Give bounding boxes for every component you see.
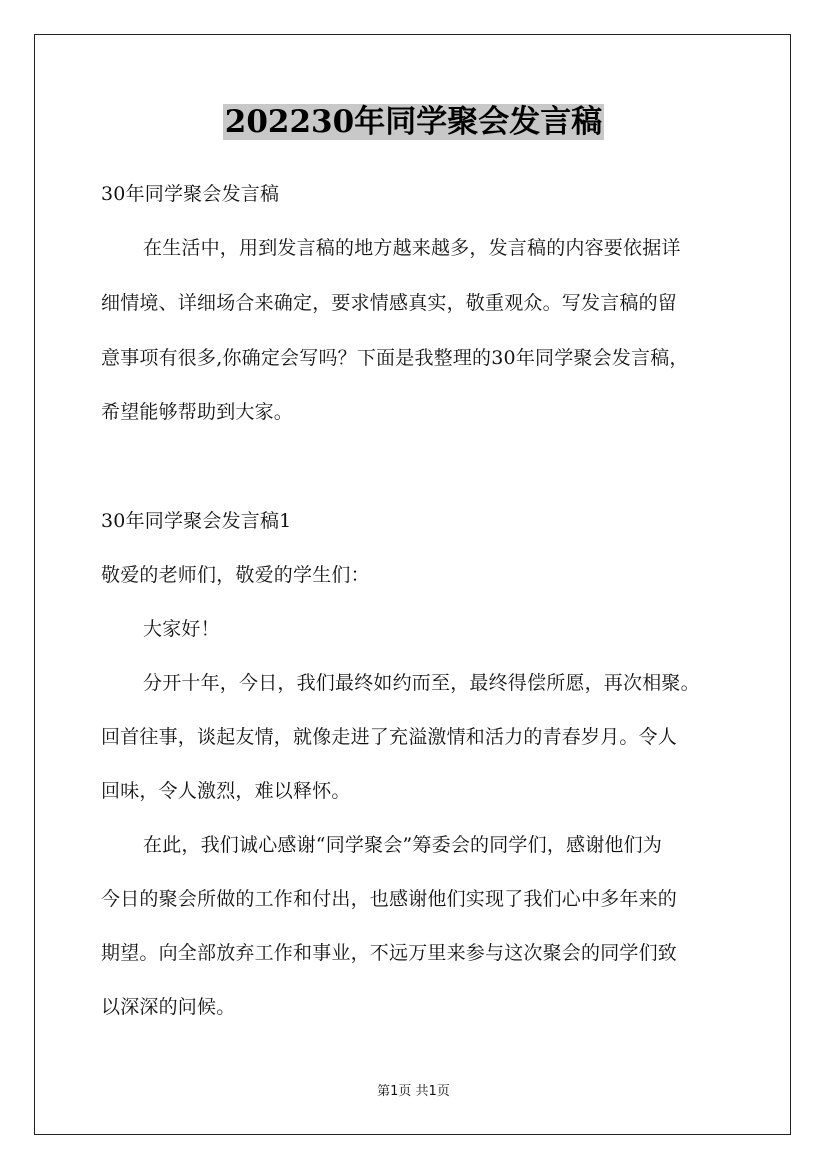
salutation: 敬爱的老师们，敬爱的学生们： [101, 564, 370, 586]
document-title [0, 100, 827, 144]
document-subtitle: 30年同学聚会发言稿 [101, 183, 280, 205]
document-title-text: 202230年同学聚会发言稿 [224, 104, 603, 140]
intro-line-3: 意事项有很多,你确定会写吗？下面是我整理的30年同学聚会发言稿， [101, 347, 689, 369]
body-line-7: 以深深的问候。 [101, 996, 236, 1018]
body-line-4: 在此，我们诚心感谢“同学聚会”筹委会的同学们，感谢他们为 [143, 834, 663, 856]
body-line-1: 分开十年，今日，我们最终如约而至，最终得偿所愿，再次相聚。 [143, 672, 700, 694]
body-line-6: 期望。向全部放弃工作和事业，不远万里来参与这次聚会的同学们致 [101, 942, 678, 964]
section-title: 30年同学聚会发言稿1 [101, 510, 292, 532]
intro-line-2: 细情境、详细场合来确定，要求情感真实，敬重观众。写发言稿的留 [101, 292, 678, 314]
body-line-5: 今日的聚会所做的工作和付出，也感谢他们实现了我们心中多年来的 [101, 888, 678, 910]
body-line-2: 回首往事，谈起友情，就像走进了充溢激情和活力的青春岁月。令人 [101, 726, 678, 748]
intro-line-1: 在生活中，用到发言稿的地方越来越多，发言稿的内容要依据详 [143, 237, 681, 259]
intro-line-4: 希望能够帮助到大家。 [101, 401, 294, 423]
greeting: 大家好！ [143, 618, 220, 640]
body-line-3: 回味，令人激烈，难以释怀。 [101, 780, 351, 802]
page-footer: 第1页 共1页 [377, 1084, 450, 1099]
